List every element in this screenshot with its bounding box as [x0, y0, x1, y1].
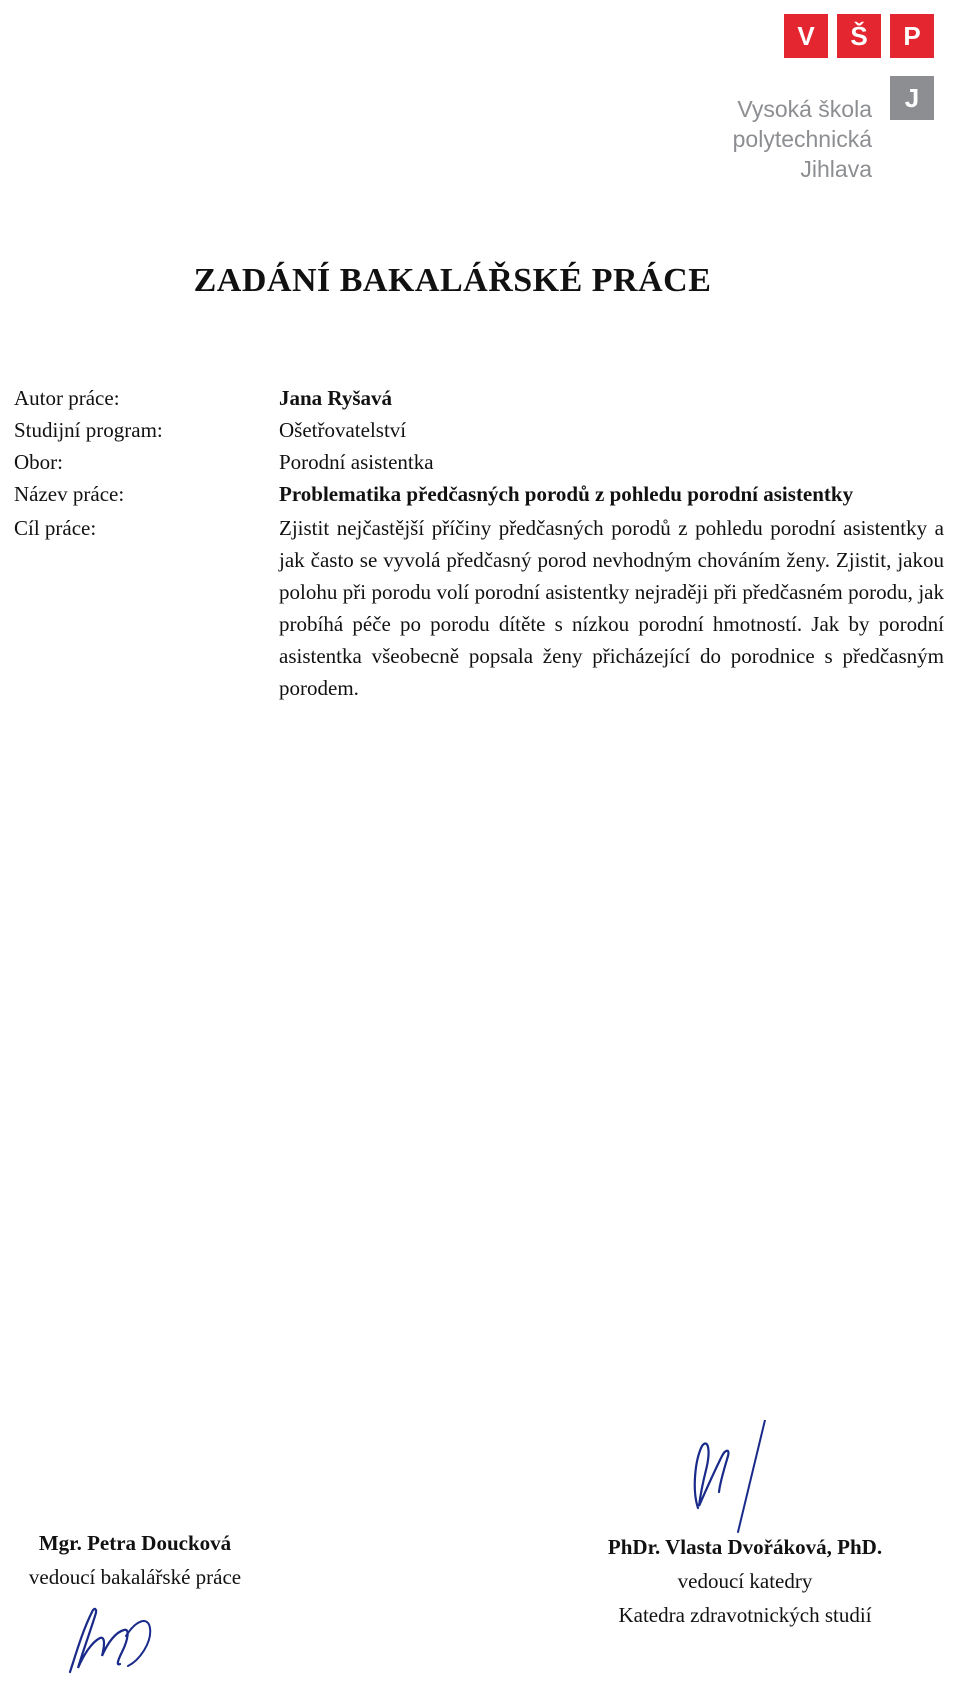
goal-label: Cíl práce:: [14, 516, 97, 540]
author-value: Jana Ryšavá: [279, 386, 393, 410]
logo-line-2: polytechnická: [732, 126, 872, 152]
head-role: vedoucí katedry: [677, 1569, 813, 1593]
goal-value: Zjistit nejčastější příčiny předčasných porodů z pohledu porodní asistentky a jak často se vyvolá předčasný porod nevhodným chováním ženy. Zjistit, jakou polohu při porodu volí porodní asistentky nejraději při předčasném porodu, jak probíhá péče po porodu dítěte s nízkou porodní hmotností. Jak by porodní asistentka všeobecně popsala ženy přicházející do porodnice s předčasným porodem.: [279, 516, 944, 700]
field-goal: [14, 512, 944, 704]
logo-letter-v: V: [784, 14, 828, 58]
assignment-fields: [14, 382, 944, 704]
logo-letter-j: J: [890, 76, 934, 120]
logo-line-3: Jihlava: [800, 156, 872, 182]
department-name: Katedra zdravotnických studií: [618, 1603, 872, 1627]
field-field: [14, 446, 944, 478]
thesis-title-value: Problematika předčasných porodů z pohledu porodní asistentky: [279, 482, 854, 506]
thesis-title-label: Název práce:: [14, 482, 125, 506]
document-title: ZADÁNÍ BAKALÁŘSKÉ PRÁCE: [193, 262, 712, 299]
logo-school-name: [733, 94, 872, 184]
field-thesis-title: [14, 478, 944, 510]
signature-right: [580, 1530, 910, 1632]
field-value: Porodní asistentka: [279, 450, 434, 474]
logo-line-1: Vysoká škola: [737, 96, 872, 122]
signature-left-image: [62, 1602, 172, 1684]
field-author: [14, 382, 944, 414]
author-label: Autor práce:: [14, 386, 120, 410]
field-program: [14, 414, 944, 446]
field-label: Obor:: [14, 450, 63, 474]
vsp-logo: [700, 14, 940, 194]
program-value: Ošetřovatelství: [279, 418, 407, 442]
supervisor-role: vedoucí bakalářské práce: [28, 1565, 242, 1589]
program-label: Studijní program:: [14, 418, 163, 442]
supervisor-name: Mgr. Petra Doucková: [38, 1531, 232, 1555]
signature-right-image: [670, 1420, 780, 1540]
logo-letter-s: Š: [837, 14, 881, 58]
head-name: PhDr. Vlasta Dvořáková, PhD.: [607, 1535, 883, 1559]
logo-letter-p: P: [890, 14, 934, 58]
signature-left: [10, 1526, 260, 1594]
